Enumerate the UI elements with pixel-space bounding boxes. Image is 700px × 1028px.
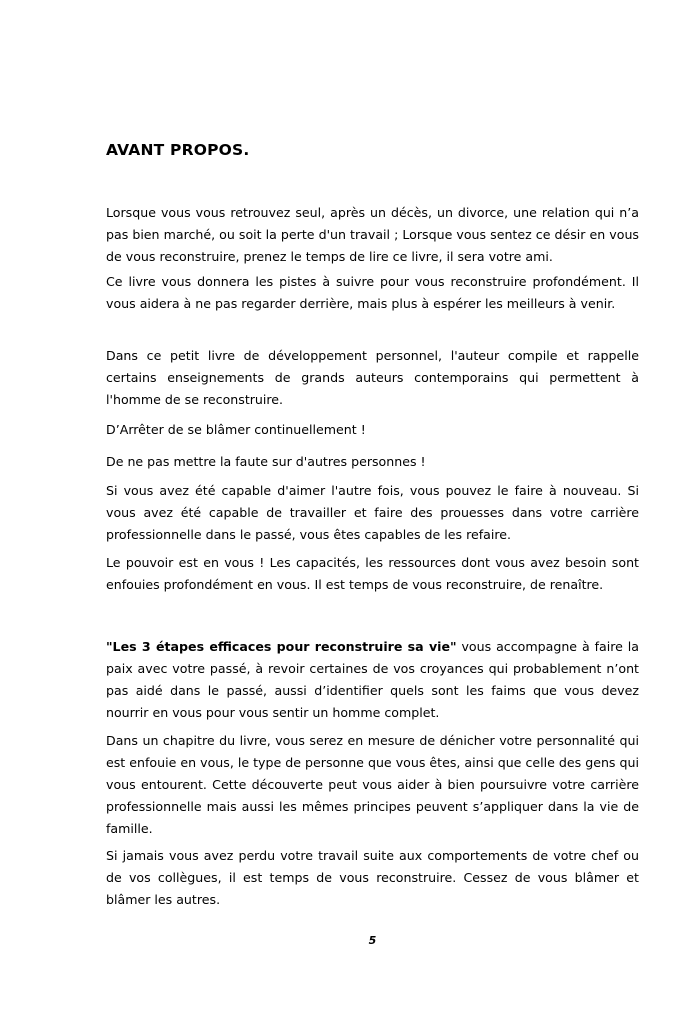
paragraph-capable: Si vous avez été capable d'aimer l'autre fois, vous pouvez le faire à nouveau. Si vous avez été capable de travailler et faire des prouesses dans votre carrière professionnelle dans le passé, vous êtes capables de les refaire. bbox=[106, 483, 639, 542]
paragraph-power-within: Le pouvoir est en vous ! Les capacités, les ressources dont vous avez besoin sont enfouies profondément en vous. Il est temps de vous reconstruire, de renaître. bbox=[106, 555, 639, 592]
paragraph-three-steps bbox=[106, 636, 639, 724]
paragraph-book-guidance: Ce livre vous donnera les pistes à suivre pour vous reconstruire profondément. Il vous aidera à ne pas regarder derrière, mais plus à espérer les meilleurs à venir. bbox=[106, 274, 639, 311]
paragraph-lost-job: Si jamais vous avez perdu votre travail suite aux comportements de votre chef ou de vos collègues, il est temps de vous reconstruire. Cessez de vous blâmer et blâmer les autres. bbox=[106, 848, 639, 907]
book-title-quote: "Les 3 étapes efficaces pour reconstruire sa vie" bbox=[106, 639, 457, 654]
paragraph-personality: Dans un chapitre du livre, vous serez en mesure de dénicher votre personnalité qui est enfouie en vous, le type de personne que vous êtes, ainsi que celle des gens qui vous entourent. Cette découverte peut vous aider à bien poursuivre votre carrière professionnelle mais aussi les mêmes principes peuvent s’appliquer dans la vie de famille. bbox=[106, 733, 639, 836]
paragraph-stop-blaming: D’Arrêter de se blâmer continuellement ! bbox=[106, 422, 366, 437]
paragraph-author-compiles: Dans ce petit livre de développement personnel, l'auteur compile et rappelle certains enseignements de grands auteurs contemporains qui permettent à l'homme de se reconstruire. bbox=[106, 348, 639, 407]
paragraph-three-steps-text: vous accompagne à faire la paix avec votre passé, à revoir certaines de vos croyances qui probablement n’ont pas aidé dans le passé, aussi d’identifier quels sont les faims que vous devez nourrir en vous pour vous sentir un homme complet. bbox=[106, 639, 639, 720]
section-heading: AVANT PROPOS. bbox=[106, 141, 250, 159]
paragraph-intro: Lorsque vous vous retrouvez seul, après un décès, un divorce, une relation qui n’a pas bien marché, ou soit la perte d'un travail ; Lorsque vous sentez ce désir en vous de vous reconstruire, prenez le temps de lire ce livre, il sera votre ami. bbox=[106, 205, 639, 264]
paragraph-no-fault: De ne pas mettre la faute sur d'autres personnes ! bbox=[106, 454, 426, 469]
page-number: 5 bbox=[368, 934, 377, 947]
